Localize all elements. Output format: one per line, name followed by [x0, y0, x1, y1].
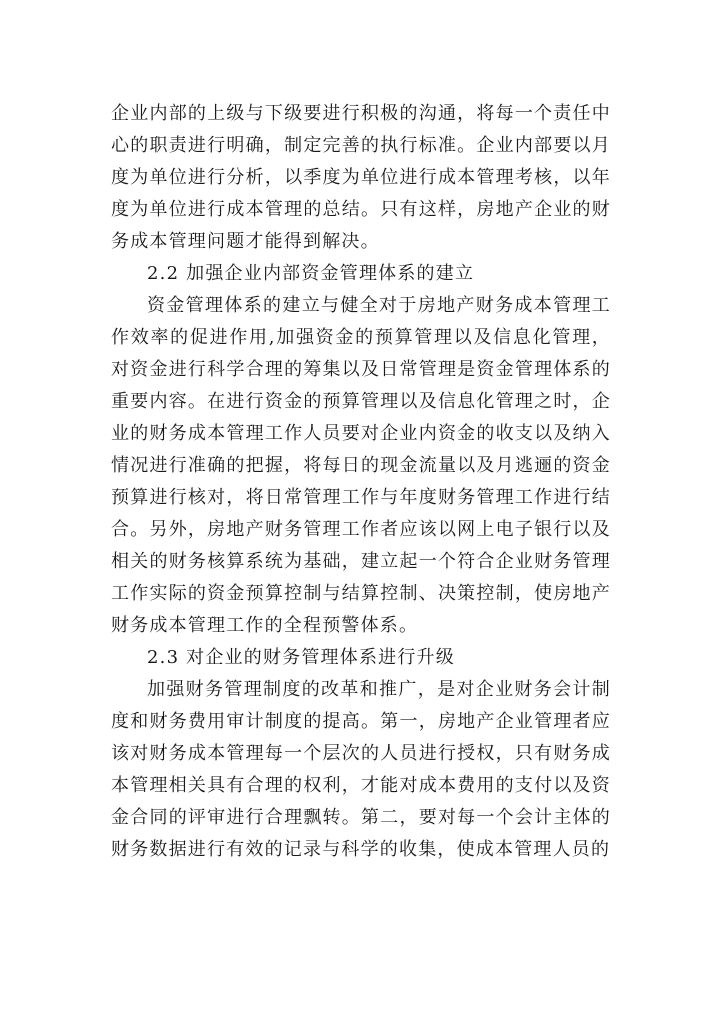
paragraph-system-upgrade: 加强财务管理制度的改革和推广，是对企业财务会计制度和财务费用审计制度的提高。第一，房地产企业管理者应该对财务成本管理每一个层次的人员进行授权，只有财务成本管理相关具有合理的权利，才能对成本费用的支付以及资金合同的评审进行合理飘转。第二，要对每一个会计主体的财务数据进行有效的记录与科学的收集，使成本管理人员的 [111, 679, 611, 860]
section-heading-2-2: 2.2 加强企业内部资金管理体系的建立 [147, 263, 475, 284]
section-heading-2-3: 2.3 对企业的财务管理体系进行升级 [147, 647, 455, 668]
paragraph-continued: 企业内部的上级与下级要进行积极的沟通，将每一个责任中心的职责进行明确，制定完善的执行标准。企业内部要以月度为单位进行分析，以季度为单位进行成本管理考核，以年度为单位进行成本管理的总结。只有这样，房地产企业的财务成本管理问题才能得到解决。 [111, 103, 611, 252]
document-body [111, 98, 611, 866]
paragraph-capital-management: 资金管理体系的建立与健全对于房地产财务成本管理工作效率的促进作用,加强资金的预算管理以及信息化管理，对资金进行科学合理的筹集以及日常管理是资金管理体系的重要内容。在进行资金的预算管理以及信息化管理之时，企业的财务成本管理工作人员要对企业内资金的收支以及纳入情况进行准确的把握，将每日的现金流量以及月逃逦的资金预算进行核对，将日常管理工作与年度财务管理工作进行结合。另外，房地产财务管理工作者应该以网上电子银行以及相关的财务核算系统为基础，建立起一个符合企业财务管理工作实际的资金预算控制与结算控制、决策控制，使房地产财务成本管理工作的全程预警体系。 [111, 295, 611, 636]
